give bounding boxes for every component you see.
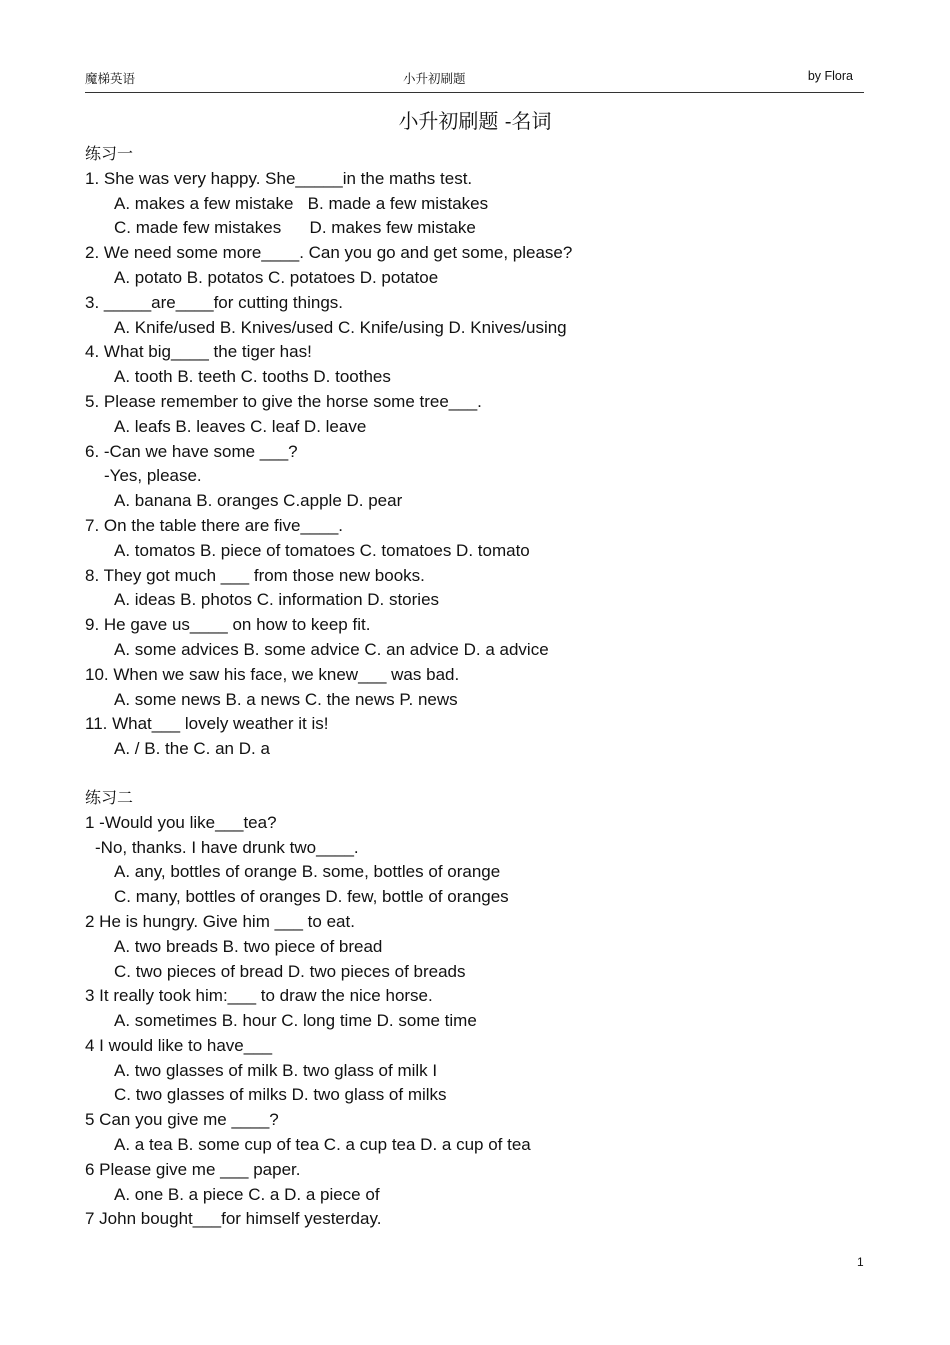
answer-options: A. two breads B. two piece of bread	[114, 936, 383, 956]
answer-options: A. / B. the C. an D. a	[114, 739, 270, 759]
answer-options: C. two pieces of bread D. two pieces of breads	[114, 961, 466, 981]
answer-options: C. many, bottles of oranges D. few, bottle of oranges	[114, 887, 509, 907]
section-gap	[85, 762, 885, 786]
question-text: 1 -Would you like___tea?	[85, 812, 277, 832]
answer-options: A. some news B. a news C. the news P. news	[114, 689, 458, 709]
question-text: 9. He gave us____ on how to keep fit.	[85, 615, 371, 635]
answer-options: A. potato B. potatos C. potatoes D. potatoe	[114, 267, 439, 287]
question-text: 6. -Can we have some ___?	[85, 441, 298, 461]
answer-options: A. a tea B. some cup of tea C. a cup tea D. a cup of tea	[114, 1135, 531, 1155]
answer-options: A. makes a few mistake B. made a few mistakes	[114, 193, 489, 213]
question-text: 4 I would like to have___	[85, 1035, 273, 1055]
question-text: 2. We need some more____. Can you go and get some, please?	[85, 243, 573, 263]
answer-options: A. tomatos B. piece of tomatoes C. tomatoes D. tomato	[114, 540, 530, 560]
answer-options: A. tooth B. teeth C. tooths D. toothes	[114, 367, 391, 387]
header-center-text: 小升初刷题	[403, 72, 466, 86]
document-body	[85, 142, 885, 1232]
answer-options: A. Knife/used B. Knives/used C. Knife/using D. Knives/using	[114, 317, 567, 337]
dialogue-reply: -No, thanks. I have drunk two____.	[95, 837, 359, 857]
question-text: 11. What___ lovely weather it is!	[85, 714, 329, 734]
page-title: 小升初刷题 -名词	[398, 109, 552, 133]
question-text: 2 He is hungry. Give him ___ to eat.	[85, 911, 355, 931]
answer-options: A. banana B. oranges C.apple D. pear	[114, 491, 403, 511]
section-heading: 练习二	[85, 787, 134, 807]
question-text: 3 It really took him:___ to draw the nice horse.	[85, 986, 433, 1006]
answer-options: A. some advices B. some advice C. an advice D. a advice	[114, 639, 549, 659]
question-text: 1. She was very happy. She_____in the maths test.	[85, 168, 473, 188]
answer-options: C. made few mistakes D. makes few mistake	[114, 218, 476, 238]
section-heading: 练习一	[85, 144, 134, 163]
answer-options: A. one B. a piece C. a D. a piece of	[114, 1184, 380, 1204]
question-text: 10. When we saw his face, we knew___ was bad.	[85, 664, 460, 684]
question-text: 7 John bought___for himself yesterday.	[85, 1209, 382, 1229]
answer-options: C. two glasses of milks D. two glass of milks	[114, 1085, 447, 1105]
header-right-text: by Flora	[807, 69, 853, 83]
question-text: 5 Can you give me ____?	[85, 1110, 279, 1130]
answer-options: A. two glasses of milk B. two glass of milk I	[114, 1060, 438, 1080]
answer-options: A. sometimes B. hour C. long time D. some time	[114, 1011, 477, 1031]
answer-options: A. ideas B. photos C. information D. stories	[114, 590, 440, 610]
question-text: 4. What big____ the tiger has!	[85, 342, 312, 362]
question-text: 6 Please give me ___ paper.	[85, 1159, 301, 1179]
header-left-text: 魔梯英语	[85, 72, 136, 86]
question-text: 3. _____are____for cutting things.	[85, 292, 344, 312]
page-header	[85, 68, 864, 93]
answer-options: A. any, bottles of orange B. some, bottles of orange	[114, 862, 501, 882]
answer-options: A. leafs B. leaves C. leaf D. leave	[114, 416, 367, 436]
question-text: 8. They got much ___ from those new books.	[85, 565, 425, 585]
question-text: 7. On the table there are five____.	[85, 515, 344, 535]
page-number: 1	[857, 1255, 864, 1269]
dialogue-reply: -Yes, please.	[104, 466, 202, 486]
question-text: 5. Please remember to give the horse some tree___.	[85, 391, 482, 411]
